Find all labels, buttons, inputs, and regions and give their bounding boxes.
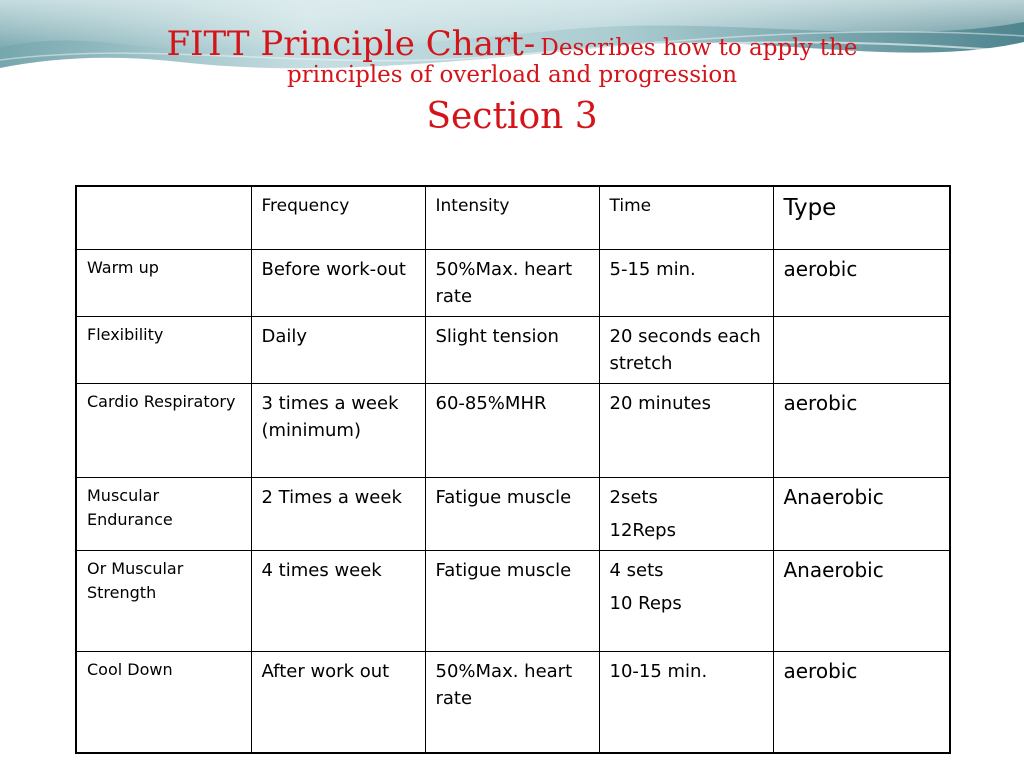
time-line: 20 seconds each stretch: [609, 325, 761, 374]
table-header-row: [76, 186, 950, 249]
table-row: [76, 383, 950, 477]
time-line: 10-15 min.: [609, 660, 708, 682]
header-cell-time: Time: [599, 186, 773, 249]
section-label: Section 3: [426, 96, 598, 137]
time-cell: [599, 477, 773, 550]
header-cell-type: Type: [773, 186, 950, 249]
title-subtitle-part1: Describes how to apply the: [540, 35, 858, 61]
table-row: [76, 316, 950, 383]
table-row: [76, 550, 950, 651]
type-cell: aerobic: [773, 383, 950, 477]
header-cell-intensity: Intensity: [425, 186, 599, 249]
time-line: 2sets: [609, 486, 658, 508]
row-label: Cardio Respiratory: [76, 383, 251, 477]
intensity-cell: Slight tension: [425, 316, 599, 383]
table-row: [76, 651, 950, 753]
frequency-cell: After work out: [251, 651, 425, 753]
time-line: 5-15 min.: [609, 258, 696, 280]
type-cell: Anaerobic: [773, 477, 950, 550]
frequency-cell: Daily: [251, 316, 425, 383]
header-cell-frequency: Frequency: [251, 186, 425, 249]
type-cell: aerobic: [773, 651, 950, 753]
row-label: Flexibility: [76, 316, 251, 383]
time-cell: [599, 651, 773, 753]
header-cell-empty: [76, 186, 251, 249]
time-cell: [599, 383, 773, 477]
row-label: Warm up: [76, 249, 251, 316]
intensity-cell: 60-85%MHR: [425, 383, 599, 477]
frequency-cell: Before work-out: [251, 249, 425, 316]
table-row: [76, 477, 950, 550]
time-cell: [599, 249, 773, 316]
title-main: FITT Principle Chart-: [166, 24, 536, 64]
row-label: Cool Down: [76, 651, 251, 753]
time-cell: [599, 316, 773, 383]
time-cell: [599, 550, 773, 651]
time-line: 10 Reps: [609, 592, 682, 614]
intensity-cell: 50%Max. heart rate: [425, 651, 599, 753]
time-line: 12Reps: [609, 519, 676, 541]
intensity-cell: 50%Max. heart rate: [425, 249, 599, 316]
frequency-cell: 4 times week: [251, 550, 425, 651]
intensity-cell: Fatigue muscle: [425, 550, 599, 651]
table-row: [76, 249, 950, 316]
type-cell: aerobic: [773, 249, 950, 316]
row-label: Or Muscular Strength: [76, 550, 251, 651]
type-cell: Anaerobic: [773, 550, 950, 651]
frequency-cell: 3 times a week (minimum): [251, 383, 425, 477]
fitt-table: [75, 185, 951, 754]
time-line: 4 sets: [609, 559, 664, 581]
time-line: 20 minutes: [609, 392, 711, 414]
row-label: Muscular Endurance: [76, 477, 251, 550]
title-subtitle-part2: principles of overload and progression: [286, 62, 738, 88]
type-cell: [773, 316, 950, 383]
slide-title: [0, 20, 1024, 140]
intensity-cell: Fatigue muscle: [425, 477, 599, 550]
frequency-cell: 2 Times a week: [251, 477, 425, 550]
